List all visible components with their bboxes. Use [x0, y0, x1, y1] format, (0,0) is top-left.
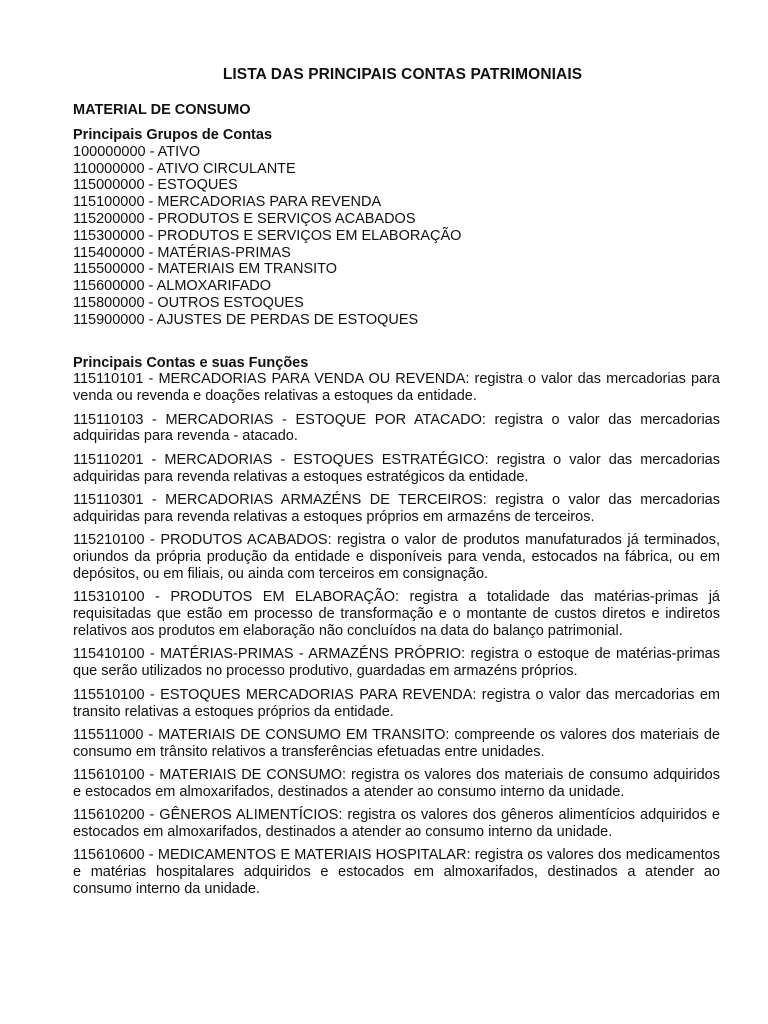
account-paragraph: 115110301 - MERCADORIAS ARMAZÉNS DE TERCEIROS: registra o valor das mercadorias adquiridas para revenda relativas a estoques próprios em armazéns de terceiros.	[73, 491, 720, 525]
groups-heading: Principais Grupos de Contas	[73, 127, 273, 143]
groups-list	[73, 144, 720, 329]
list-item: 110000000 - ATIVO CIRCULANTE	[73, 160, 296, 177]
list-item: 100000000 - ATIVO	[73, 143, 201, 160]
account-paragraph: 115110201 - MERCADORIAS - ESTOQUES ESTRATÉGICO: registra o valor das mercadorias adquiridas para revenda relativas a estoques estratégicos da entidade.	[73, 451, 720, 485]
accounts-heading: Principais Contas e suas Funções	[73, 354, 309, 371]
account-paragraph: 115110103 - MERCADORIAS - ESTOQUE POR ATACADO: registra o valor das mercadorias adquiridas para revenda - atacado.	[73, 411, 720, 445]
list-item: 115400000 - MATÉRIAS-PRIMAS	[73, 244, 291, 261]
list-item: 115600000 - ALMOXARIFADO	[73, 278, 272, 295]
account-paragraph: 115511000 - MATERIAIS DE CONSUMO EM TRANSITO: compreende os valores dos materiais de consumo em trânsito relativos a transferências efetuadas entre unidades.	[73, 726, 720, 760]
list-item: 115900000 - AJUSTES DE PERDAS DE ESTOQUES	[73, 311, 419, 328]
list-item: 115200000 - PRODUTOS E SERVIÇOS ACABADOS	[73, 210, 416, 227]
list-item: 115500000 - MATERIAIS EM TRANSITO	[73, 261, 338, 278]
account-paragraph: 115610600 - MEDICAMENTOS E MATERIAIS HOSPITALAR: registra os valores dos medicamentos e matérias hospitalares adquiridos e estocados em almoxarifados, destinados a atender ao consumo interno da unidade.	[73, 847, 720, 898]
account-paragraph: 115210100 - PRODUTOS ACABADOS: registra o valor de produtos manufaturados já terminados, oriundos da própria produção da entidade e disponíveis para venda, estocados na fábrica, ou em depósitos, ou em filiais, ou ainda com terceiros em consignação.	[73, 532, 720, 582]
list-item: 115000000 - ESTOQUES	[73, 177, 238, 194]
list-item: 115800000 - OUTROS ESTOQUES	[73, 294, 304, 311]
account-paragraph: 115310100 - PRODUTOS EM ELABORAÇÃO: registra a totalidade das matérias-primas já requisitadas que estão em processo de transformação e o montante de custos diretos e indiretos relativos aos produtos em elaboração não concluídos na data do balanço patrimonial.	[73, 589, 720, 640]
account-paragraph: 115110101 - MERCADORIAS PARA VENDA OU REVENDA: registra o valor das mercadorias para venda ou revenda e doações relativas a estoques da entidade.	[73, 371, 720, 405]
account-paragraph: 115510100 - ESTOQUES MERCADORIAS PARA REVENDA: registra o valor das mercadorias em transito relativas a estoques próprios da entidade.	[73, 686, 720, 720]
account-paragraph: 115410100 - MATÉRIAS-PRIMAS - ARMAZÉNS PRÓPRIO: registra o estoque de matérias-primas que serão utilizados no processo produtivo, guardadas em armazéns próprios.	[73, 646, 720, 680]
list-item: 115300000 - PRODUTOS E SERVIÇOS EM ELABORAÇÃO	[73, 227, 462, 244]
page-title: LISTA DAS PRINCIPAIS CONTAS PATRIMONIAIS	[222, 66, 583, 83]
account-paragraph: 115610100 - MATERIAIS DE CONSUMO: registra os valores dos materiais de consumo adquiridos e estocados em almoxarifados, destinados a atender ao consumo interno da unidade.	[73, 767, 720, 800]
account-paragraph: 115610200 - GÊNEROS ALIMENTÍCIOS: registra os valores dos gêneros alimentícios adquiridos e estocados em almoxarifados, destinados a atender ao consumo interno da unidade.	[73, 807, 720, 841]
section-title: MATERIAL DE CONSUMO	[73, 102, 251, 118]
list-item: 115100000 - MERCADORIAS PARA REVENDA	[73, 194, 382, 211]
accounts-section	[73, 355, 720, 899]
